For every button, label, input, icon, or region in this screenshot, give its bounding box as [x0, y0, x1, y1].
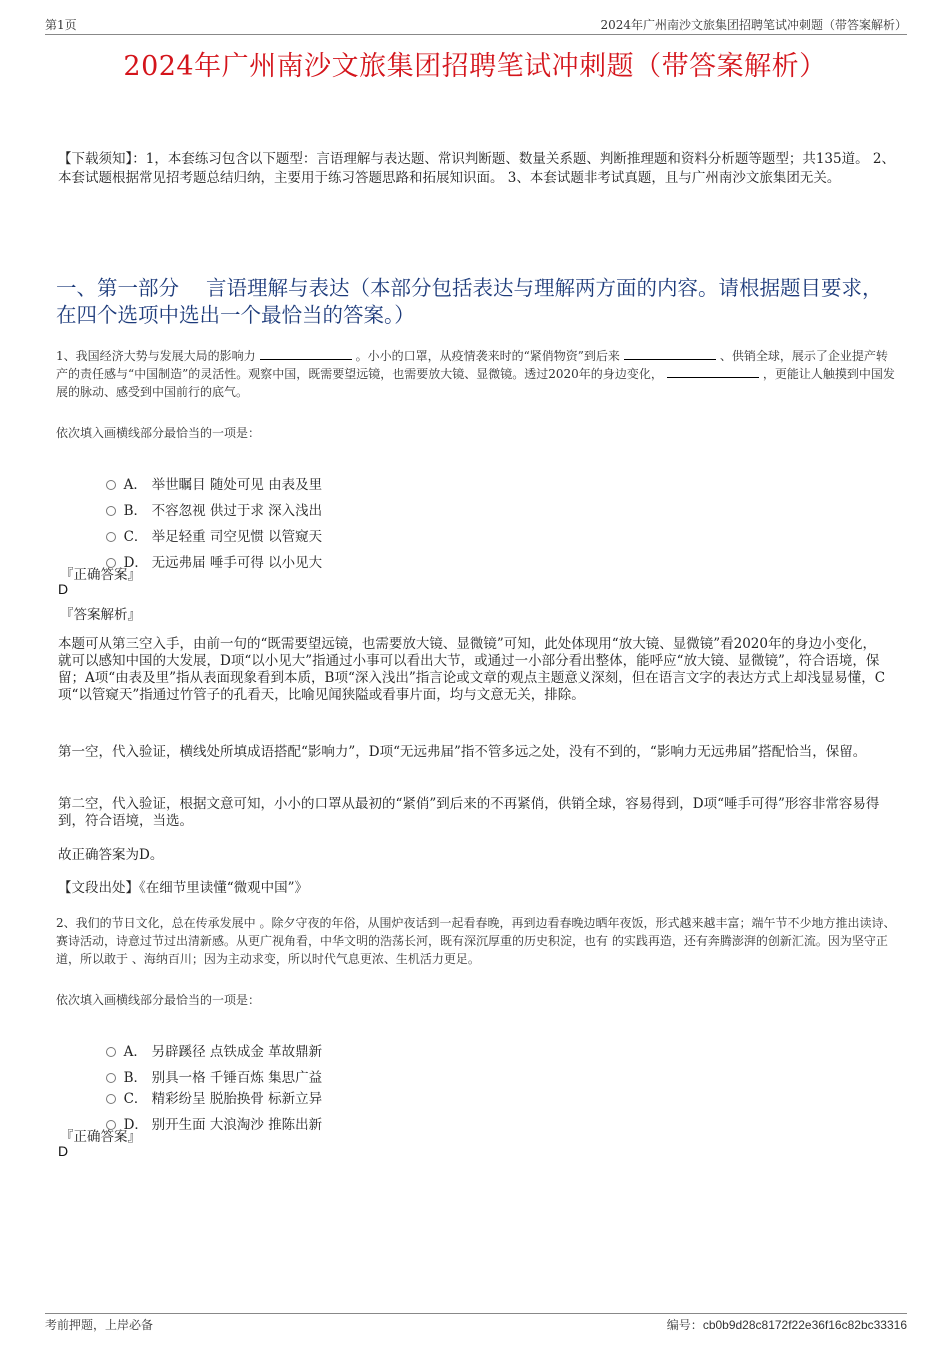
question-2-text: 2、我们的节日文化，总在传承发展中 。除夕守夜的年俗，从围炉夜话到一起看春晚，再到边看春晚边晒年夜饭，形式越来越丰富；端午节不少地方推出读诗、赛诗活动，诗意过节过出清新感。从更广视角看，中华文明的浩荡长河，既有深沉厚重的历史积淀，也有 的实践再造，还有奔腾澎湃的创新汇流。因为坚守正道，所以敢于 、海纳百川；因为主动求变，所以时代气息更浓、生机活力更足。 [56, 916, 896, 966]
q1-segment: 、供销全球，展示了企业提产转产的责任感与“中国制造”的灵活性。观察中国，既需要望远镜，也需要放大镜、显微镜。透过2020年的身边变化， [56, 349, 888, 381]
correct-answer: D [58, 581, 69, 597]
q1-segment: 。小小的口罩，从疫情袭来时的“紧俏物资”到后来 [355, 349, 620, 363]
q2-option-b[interactable]: B． 别具一格 千锤百炼 集思广益 [97, 1050, 322, 1086]
analysis-label: 『答案解析』 [60, 607, 141, 623]
question-2-prompt: 依次填入画横线部分最恰当的一项是： [56, 993, 261, 1007]
q1-option-c[interactable]: C． 举足轻重 司空见惯 以管窥天 [97, 509, 322, 545]
analysis-paragraph: 故正确答案为D。 [58, 847, 164, 863]
q1-option-d[interactable]: D． 无远弗届 唾手可得 以小见大 [97, 535, 322, 571]
fill-blank [260, 347, 352, 360]
footer-slogan: 考前押题，上岸必备 [45, 1318, 154, 1332]
header-doc-title: 2024年广州南沙文旅集团招聘笔试冲刺题（带答案解析） [600, 18, 907, 32]
question-1-prompt: 依次填入画横线部分最恰当的一项是： [56, 426, 261, 440]
q1-segment: 1、我国经济大势与发展大局的影响力 [56, 349, 256, 363]
q2-option-d[interactable]: D． 别开生面 大浪淘沙 推陈出新 [97, 1097, 322, 1133]
footer-code: 编号：cb0b9d28c8172f22e36f16c82bc33316 [666, 1318, 907, 1332]
q1-option-b[interactable]: B． 不容忽视 供过于求 深入浅出 [97, 483, 322, 519]
source-citation: 【文段出处】《在细节里读懂“微观中国”》 [58, 880, 309, 896]
question-1-text [56, 347, 896, 401]
correct-answer: D [58, 1143, 69, 1159]
answer-label: 『正确答案』 [60, 567, 141, 583]
document-title: 2024年广州南沙文旅集团招聘笔试冲刺题（带答案解析） [123, 51, 827, 82]
q1-segment: ，更能让人触摸到中国发展的脉动、感受到中国前行的底气。 [56, 367, 895, 399]
section-heading: 一、第一部分 言语理解与表达（本部分包括表达与理解两方面的内容。请根据题目要求，在四个选项中选出一个最恰当的答案。） [56, 276, 883, 327]
answer-label: 『正确答案』 [60, 1129, 141, 1145]
analysis-paragraph: 第一空，代入验证，横线处所填成语搭配“影响力”，D项“无远弗届”指不管多远之处，没有不到的，“影响力无远弗届”搭配恰当，保留。 [58, 744, 867, 760]
q2-option-c[interactable]: C． 精彩纷呈 脱胎换骨 标新立异 [97, 1071, 322, 1107]
page-footer [45, 1313, 907, 1334]
page-number: 第1页 [45, 18, 77, 32]
fill-blank [624, 347, 716, 360]
download-notice: 【下载须知】：1，本套练习包含以下题型：言语理解与表达题、常识判断题、数量关系题、判断推理题和资料分析题等题型；共135道。 2、本套试题根据常见招考题总结归纳，主要用于练习答题思路和拓展知识面。 3、本套试题非考试真题，且与广州南沙文旅集团无关。 [58, 151, 895, 186]
fill-blank [667, 365, 759, 378]
analysis-paragraph: 第二空，代入验证，根据文意可知，小小的口罩从最初的“紧俏”到后来的不再紧俏，供销全球，容易得到，D项“唾手可得”形容非常容易得到，符合语境，当选。 [58, 796, 880, 829]
analysis-paragraph: 本题可从第三空入手，由前一句的“既需要望远镜，也需要放大镜、显微镜”可知，此处体现用“放大镜、显微镜”看2020年的身边小变化，就可以感知中国的大发展，D项“以小见大”指通过小事可以看出大节，或通过一小部分看出整体，能呼应“放大镜、显微镜”，符合语境，保留；A项“由表及里”指从表面现象看到本质，B项“深入浅出”指言论或文章的观点主题意义深刻，但在语言文字的表达方式上却浅显易懂，C项“以管窥天”指通过竹管子的孔看天，比喻见闻狭隘或看事片面，均与文意无关，排除。 [58, 636, 886, 703]
page-header [45, 14, 907, 35]
q2-option-a[interactable]: A． 另辟蹊径 点铁成金 革故鼎新 [97, 1024, 322, 1060]
q1-option-a[interactable]: A． 举世瞩目 随处可见 由表及里 [97, 457, 322, 493]
